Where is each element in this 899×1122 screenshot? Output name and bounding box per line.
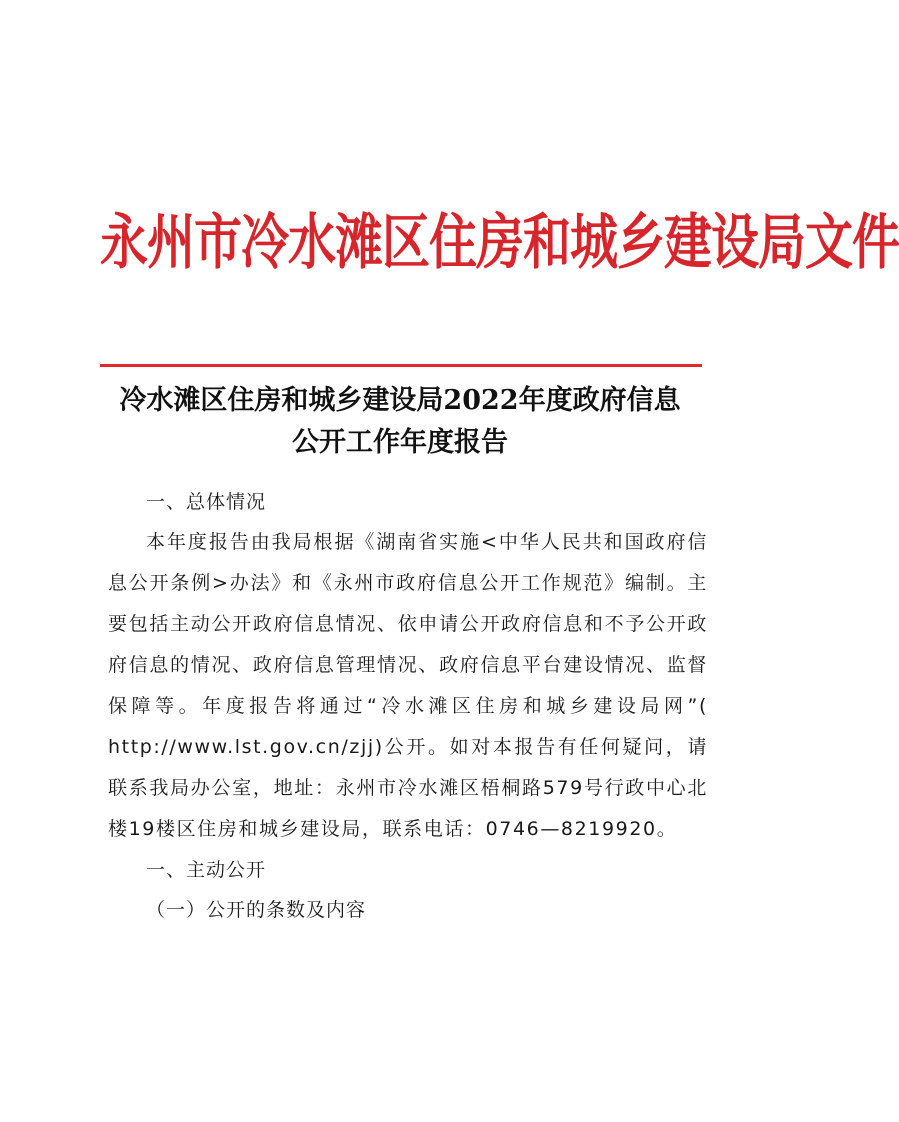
- overview-paragraph: 本年度报告由我局根据《湖南省实施<中华人民共和国政府信息公开条例>办法》和《永州市政府信息公开工作规范》编制。主要包括主动公开政府信息情况、依申请公开政府信息和不予公开政府信息的情况、政府信息管理情况、政府信息平台建设情况、监督保障等。年度报告将通过“冷水滩区住房和城乡建设局网”( http://www.lst.gov.cn/zjj)公开。如对本报告有任何疑问，请联系我局办公室，地址：永州市冷水滩区梧桐路579号行政中心北楼19楼区住房和城乡建设局，联系电话：0746—8219920。: [108, 531, 708, 840]
- red-header-title: 永州市冷水滩区住房和城乡建设局文件: [100, 208, 899, 278]
- subsection-heading-count-content: （一）公开的条数及内容: [146, 899, 367, 921]
- document-title-line-1: 冷水滩区住房和城乡建设局2022年度政府信息: [119, 385, 681, 416]
- document-title-line-2: 公开工作年度报告: [292, 427, 508, 458]
- red-divider-line: [100, 364, 702, 367]
- document-title: [80, 380, 720, 464]
- section-heading-overview: 一、总体情况: [146, 491, 267, 513]
- document-body: [108, 482, 708, 930]
- section-heading-active-disclosure: 一、主动公开: [146, 859, 267, 881]
